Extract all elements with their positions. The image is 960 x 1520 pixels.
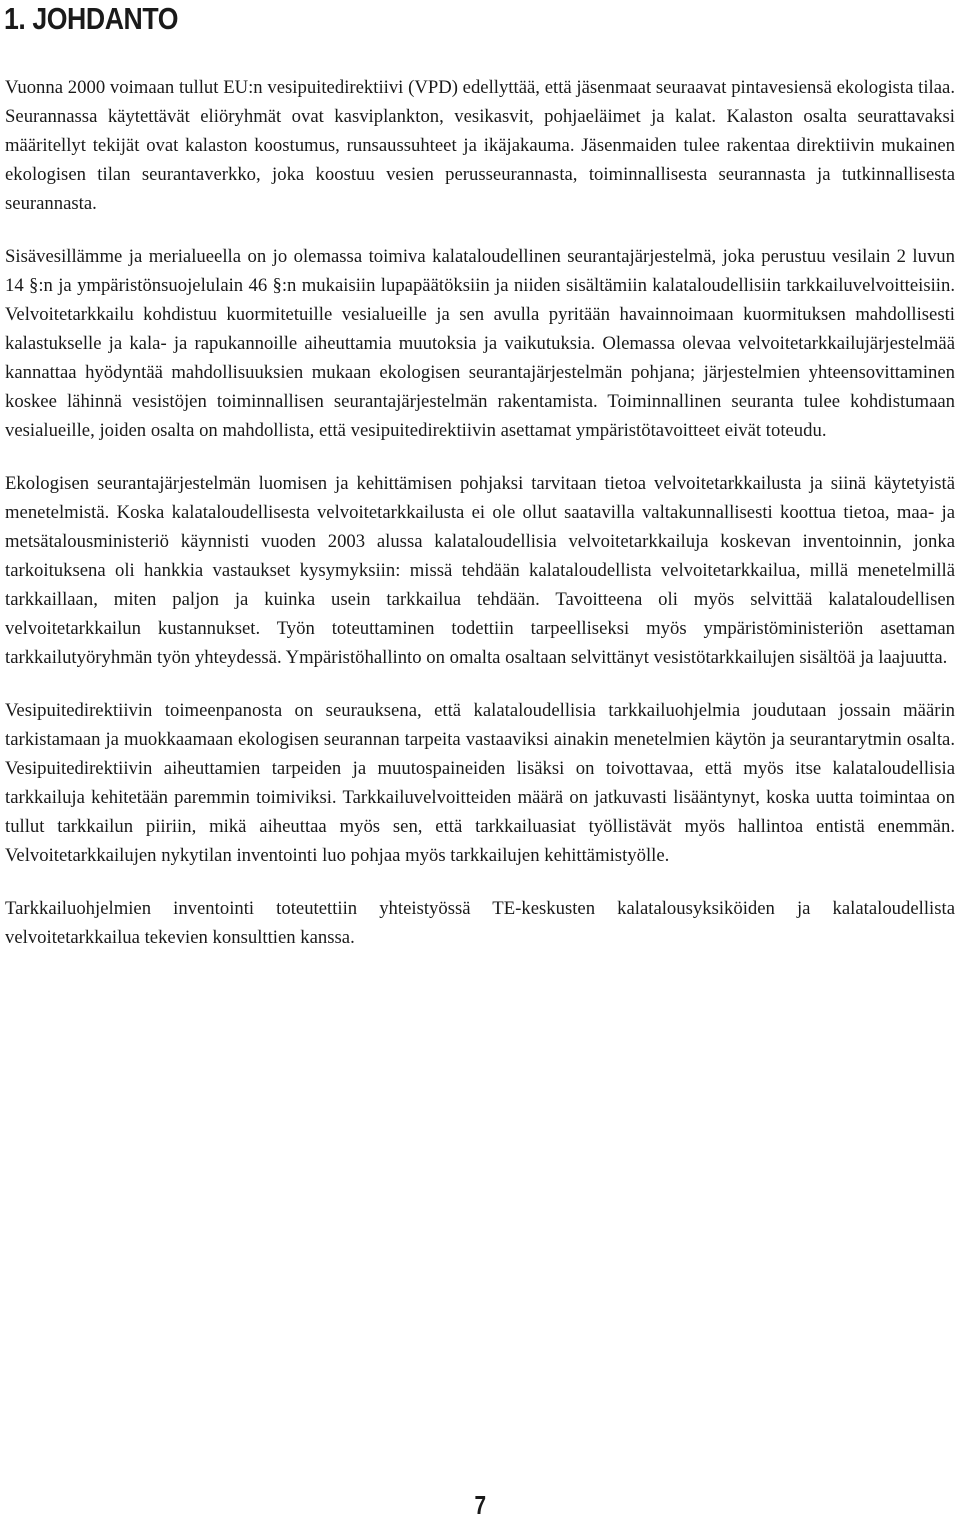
page-number xyxy=(0,1490,960,1520)
paragraph-inventory-purpose: Ekologisen seurantajärjestelmän luomisen ja kehittämisen pohjaksi tarvitaan tietoa velvoitetarkkailusta ja siinä käytetyistä menetelmistä. Koska kalataloudellisesta velvoitetarkkailusta ei ole ollut saatavilla valtakunnallisesti koottua tietoa, maa- ja metsätalousministeriö käynnisti vuoden 2003 alussa kalataloudellisia velvoitetarkkailuja koskevan inventoinnin, jonka tarkoituksena oli hankkia vastaukset kysymyksiin: missä tehdään kalataloudellista velvoitetarkkailua, millä menetelmillä tarkkaillaan, miten paljon ja kuinka usein tarkkailua tehdään. Tavoitteena oli myös selvittää kalataloudellisen velvoitetarkkailun kustannukset. Työn toteuttaminen todettiin tarpeelliseksi myös ympäristöministeriön asettaman tarkkailutyöryhmän työn yhteydessä. Ympäristöhallinto on omalta osaltaan selvittänyt vesistötarkkailujen sisältöä ja laajuutta. xyxy=(5,473,955,668)
document-body xyxy=(5,73,955,976)
paragraph-cooperation: Tarkkailuohjelmien inventointi toteutettiin yhteistyössä TE-keskusten kalatalousyksiköiden ja kalataloudellista velvoitetarkkailua tekevien konsulttien kanssa. xyxy=(5,898,955,948)
paragraph-implementation: Vesipuitedirektiivin toimeenpanosta on seurauksena, että kalataloudellisia tarkkailuohjelmia joudutaan jossain määrin tarkistamaan ja muokkaamaan ekologisen seurannan tarpeita vastaaviksi ainakin menetelmien käytön ja seurantarytmin osalta. Vesipuitedirektiivin aiheuttamien tarpeiden ja muutospaineiden lisäksi on toivottavaa, että myös itse kalataloudellisia tarkkailuja kehitetään paremmin toimiviksi. Tarkkailuvelvoitteiden määrä on jatkuvasti lisääntynyt, koska uutta toimintaa on tullut tarkkailun piiriin, mikä aiheuttaa myös sen, että tarkkailuasiat työllistävät myös hallintoa entistä enemmän. Velvoitetarkkailujen nykytilan inventointi luo pohjaa myös tarkkailujen kehittämistyölle. xyxy=(5,700,955,866)
paragraph-intro: Vuonna 2000 voimaan tullut EU:n vesipuitedirektiivi (VPD) edellyttää, että jäsenmaat seuraavat pintavesiensä ekologista tilaa. Seurannassa käytettävät eliöryhmät ovat kasviplankton, vesikasvit, pohjaeläimet ja kalat. Kalaston osalta seurattavaksi määritellyt tekijät ovat kalaston koostumus, runsaussuhteet ja ikäjakauma. Jäsenmaiden tulee rakentaa direktiivin mukainen ekologisen tilan seurantaverkko, joka koostuu vesien perusseurannasta, toiminnallisesta seurannasta ja tutkinnallisesta seurannasta. xyxy=(5,77,955,214)
section-heading: 1. JOHDANTO xyxy=(4,1,179,36)
page-number-label: 7 xyxy=(474,1490,486,1520)
paragraph-existing-monitoring: Sisävesillämme ja merialueella on jo olemassa toimiva kalataloudellinen seurantajärjestelmä, joka perustuu vesilain 2 luvun 14 §:n ja ympäristönsuojelulain 46 §:n mukaisiin lupapäätöksiin ja niiden sisältämiin kalataloudellisiin tarkkailuvelvoitteisiin. Velvoitetarkkailu kohdistuu kuormitetuille vesialueille ja sen avulla pyritään havainnoimaan kuormituksen mahdollisesti kalastukselle ja kala- ja rapukannoille aiheuttamia muutoksia ja vaikutuksia. Olemassa olevaa velvoitetarkkailujärjestelmää kannattaa hyödyntää mahdollisuuksien mukaan ekologisen seurantajärjestelmän pohjana; järjestelmien yhteensovittaminen koskee lähinnä vesistöjen toiminnallisen seurantajärjestelmän rakentamista. Toiminnallinen seuranta tulee kohdistumaan vesialueille, joiden osalta on mahdollista, että vesipuitedirektiivin asettamat ympäristötavoitteet eivät toteudu. xyxy=(5,246,955,441)
